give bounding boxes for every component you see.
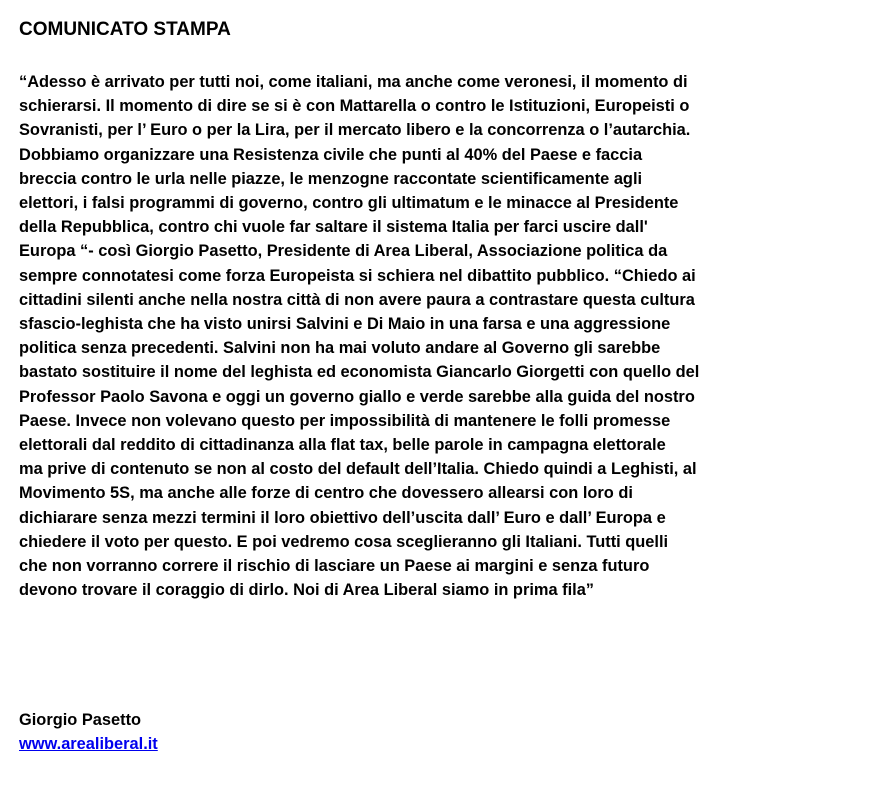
body-line: dichiarare senza mezzi termini il loro obiettivo dell’uscita dall’ Euro e dall’ Europa e (19, 508, 666, 527)
body-line: bastato sostituire il nome del leghista ed economista Giancarlo Giorgetti con quello del (19, 363, 700, 382)
body-line: elettorali dal reddito di cittadinanza alla flat tax, belle parole in campagna elettorale (19, 436, 666, 455)
body-line: Professor Paolo Savona e oggi un governo giallo e verde sarebbe alla guida del nostro (19, 387, 695, 406)
body-line: politica senza precedenti. Salvini non ha mai voluto andare al Governo gli sarebbe (19, 339, 661, 358)
body-line: schierarsi. Il momento di dire se si è con Mattarella o contro le Istituzioni, Europeisti o (19, 97, 690, 116)
body-line: Sovranisti, per l’ Euro o per la Lira, per il mercato libero e la concorrenza o l’autarchia. (19, 121, 691, 140)
press-release-page (19, 18, 869, 753)
document-title: COMUNICATO STAMPA (19, 19, 231, 40)
body-line: chiedere il voto per questo. E poi vedremo cosa sceglieranno gli Italiani. Tutti quelli (19, 532, 669, 551)
body-line: Paese. Invece non volevano questo per impossibilità di mantenere le folli promesse (19, 411, 671, 430)
signature-name: Giorgio Pasetto (19, 711, 142, 729)
body-line: sempre connotatesi come forza Europeista si schiera nel dibattito pubblico. “Chiedo ai (19, 266, 696, 285)
website-link[interactable]: www.arealiberal.it (19, 735, 158, 753)
body-line: sfascio-leghista che ha visto unirsi Salvini e Di Maio in una farsa e una aggressione (19, 315, 671, 334)
body-line: Europa “- così Giorgio Pasetto, Presidente di Area Liberal, Associazione politica da (19, 242, 668, 261)
body-line: che non vorranno correre il rischio di lasciare un Paese ai margini e senza futuro (19, 557, 650, 576)
body-line: elettori, i falsi programmi di governo, contro gli ultimatum e le minacce al Presidente (19, 194, 679, 213)
body-line: della Repubblica, contro chi vuole far saltare il sistema Italia per farci uscire dall' (19, 218, 648, 237)
body-line: cittadini silenti anche nella nostra città di non avere paura a contrastare questa cultura (19, 290, 695, 309)
body-line: devono trovare il coraggio di dirlo. Noi di Area Liberal siamo in prima fila” (19, 581, 595, 600)
body-line: breccia contro le urla nelle piazze, le menzogne raccontate scientificamente agli (19, 169, 643, 188)
body-line: ma prive di contenuto se non al costo del default dell’Italia. Chiedo quindi a Leghisti, al (19, 460, 697, 479)
press-release-body (19, 70, 869, 602)
body-line: Movimento 5S, ma anche alle forze di centro che dovessero allearsi con loro di (19, 484, 633, 503)
body-line: “Adesso è arrivato per tutti noi, come italiani, ma anche come veronesi, il momento di (19, 73, 688, 91)
body-line: Dobbiamo organizzare una Resistenza civile che punti al 40% del Paese e faccia (19, 145, 643, 164)
signature-block (19, 708, 158, 756)
